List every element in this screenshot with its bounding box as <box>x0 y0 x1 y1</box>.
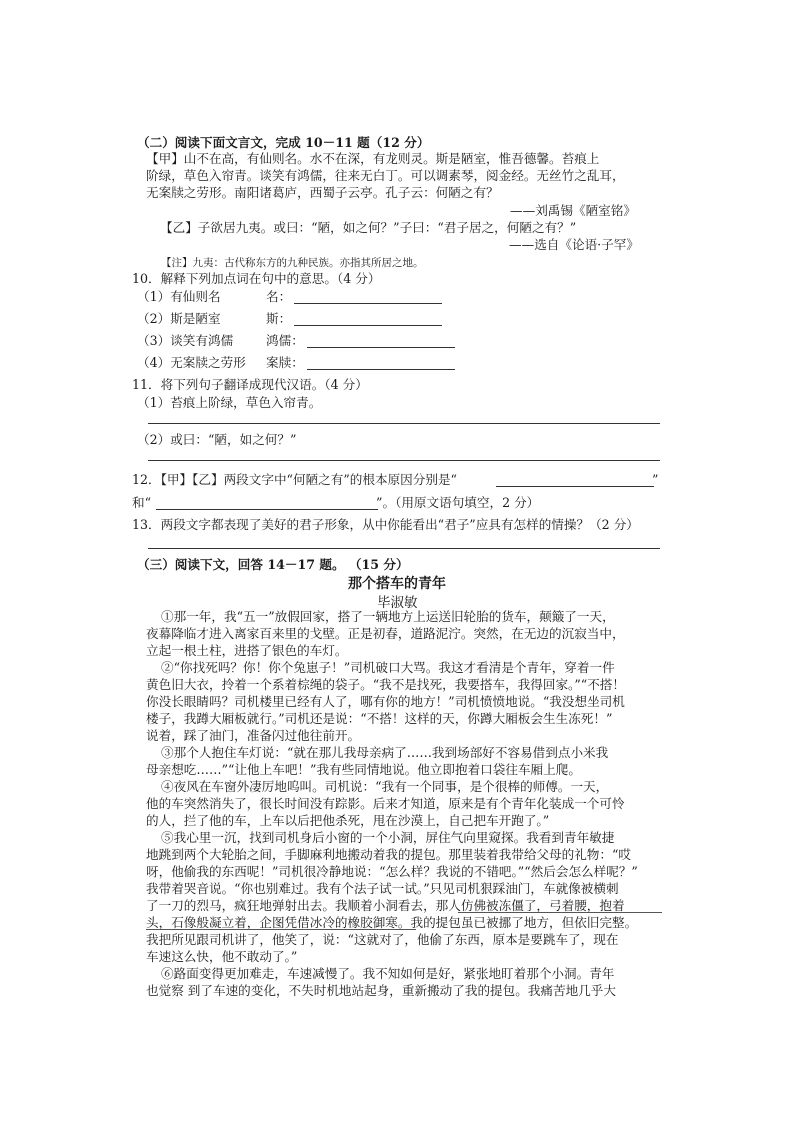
section3-heading: （三）阅读下文，回答 14－17 题。 （15 分） <box>137 557 409 572</box>
question-12-part-a: 12．【甲】【乙】两段文字中“何陋之有”的根本原因分别是“ <box>132 472 457 487</box>
q12-answer-line-2[interactable] <box>156 509 378 510</box>
p4-line-3: 的人，拦了他的车，上车以后把他杀死，甩在沙漠上，自己把车开跑了。” <box>146 813 550 828</box>
p2-line-1: ②“你找死吗？你！你个兔崽子！”司机破口大骂。我这才看清是个青年，穿着一件 <box>161 660 615 675</box>
q10-answer-line-3[interactable] <box>307 347 455 348</box>
p2-line-2: 黄色旧大衣，拎着一个系着棕绳的袋子。“我不是找死，我要搭车，我得回家。”“不搭！ <box>146 677 625 692</box>
p4-line-2: 他的车突然消失了，很长时间没有踪影。后来才知道，原来是有个青年化装成一个可怜 <box>146 796 625 811</box>
p1-line-3: 立起一根土柱，进搭了银色的车灯。 <box>146 643 348 658</box>
jia-line-1: 【甲】山不在高，有仙则名。水不在深，有龙则灵。斯是陋室，惟吾德馨。苔痕上 <box>146 151 600 166</box>
q10-item-1-sentence: （1）有仙则名 <box>137 289 221 304</box>
p1-line-1: ①那一年，我“五一”放假回家，搭了一辆地方上运送旧轮胎的货车，颠簸了一天， <box>161 609 615 624</box>
p5-line-6: 头，石像般凝立着，企图凭借冰冷的橡胶御寒。我的提包虽已被挪了地方，但依旧完整。 <box>146 915 638 930</box>
p2-line-5: 说着，踩了油门，准备闪过他往前开。 <box>146 728 361 743</box>
jia-source: ——刘禹锡《陋室铭》 <box>510 203 636 218</box>
p1-line-2: 夜幕降临才进入离家百来里的戈壁。正是初春，道路泥泞。突然，在无边的沉寂当中， <box>146 626 625 641</box>
q12-answer-line-1[interactable] <box>496 486 654 487</box>
question-10: 10．解释下列加点词在句中的意思。（4 分） <box>132 271 381 286</box>
p5-underline-1 <box>458 912 662 913</box>
p5-line-3: 呀，他偷我的东西呢！”司机很冷静地说：“怎么样？我说的不错吧。”“然后会怎么样呢？” <box>146 864 638 879</box>
question-12-part-b-end: ”。（用原文语句填空，2 分） <box>376 495 540 510</box>
yi-line: 【乙】子欲居九夷。或曰：“陋，如之何？”子曰：“君子居之，何陋之有？” <box>160 220 577 235</box>
q11-sentence-1: （1）苔痕上阶绿，草色入帘青。 <box>137 395 322 410</box>
jia-line-2: 阶绿，草色入帘青。谈笑有鸿儒，往来无白丁。可以调素琴，阅金经。无丝竹之乱耳， <box>146 168 625 183</box>
p6-line-2: 也觉察 到了车速的变化，不失时机地站起身，重新搬动了我的提包。我痛苦地几乎大 <box>146 983 616 998</box>
p3-line-2: 母亲想吃……”“让他上车吧！”我有些同情地说。他立即抱着口袋往车厢上爬。 <box>146 762 581 777</box>
question-11: 11．将下列句子翻译成现代汉语。（4 分） <box>132 377 368 392</box>
yi-source: ——选自《论语·子罕》 <box>509 237 639 252</box>
q10-item-3-word: 鸿儒： <box>266 333 304 348</box>
article-title: 那个搭车的青年 <box>348 576 446 592</box>
p5-line-2: 地跳到两个大轮胎之间，手脚麻利地搬动着我的提包。那里装着我带给父母的礼物：“哎 <box>146 847 632 862</box>
p4-line-1: ④夜风在车窗外凄厉地呜叫。司机说：“我有一个同事，是个很棒的师傅。一天， <box>161 779 609 794</box>
q10-item-2-sentence: （2）斯是陋室 <box>137 311 221 326</box>
q10-answer-line-2[interactable] <box>294 325 442 326</box>
question-13: 13．两段文字都表现了美好的君子形象，从中你能看出“君子”应具有怎样的情操？（2 分） <box>132 517 639 532</box>
question-12-part-b-start: 和“ <box>132 495 152 510</box>
article-author: 毕淑敏 <box>377 595 418 611</box>
p5-line-8: 车速这么快，他不敢动了。” <box>146 949 298 964</box>
q12-part-a-close: ” <box>652 472 659 487</box>
p5-line-4: 我带着哭音说。“你也别难过。我有个法子试一试。”只见司机狠踩油门，车就像被横刺 <box>146 881 619 896</box>
p2-line-4: 楼子，我蹲大厢板就行。”司机还是说：“不搭！这样的天，你蹲大厢板会生生冻死！” <box>146 711 613 726</box>
p5-underline-2 <box>146 929 416 930</box>
q11-sentence-2: （2）或曰：“陋，如之何？” <box>137 432 297 447</box>
p5-line-5: 了一刀的烈马，疯狂地弹射出去。我顺着小洞看去，那人仿佛被冻僵了，弓着腰，抱着 <box>146 898 625 913</box>
q10-item-4-sentence: （4）无案牍之劳形 <box>137 355 246 370</box>
q10-item-1-word: 名： <box>266 289 292 304</box>
p2-line-3: 你没长眼睛吗？司机楼里已经有人了，哪有你的地方！”司机愤愤地说。“我没想坐司机 <box>146 694 625 709</box>
q10-item-3-sentence: （3）谈笑有鸿儒 <box>137 333 234 348</box>
p3-line-1: ③那个人抱住车灯说：“就在那儿我母亲病了……我到场部好不容易借到点小米我 <box>161 745 609 760</box>
p5-line-1: ⑤我心里一沉，找到司机身后小窗的一个小洞，屏住气向里窥探。我看到青年敏捷 <box>161 830 615 845</box>
q10-answer-line-4[interactable] <box>307 369 455 370</box>
section2-heading: （二）阅读下面文言文，完成 10－11 题（12 分） <box>137 135 430 150</box>
q10-item-4-word: 案牍： <box>266 355 304 370</box>
jia-line-3: 无案牍之劳形。南阳诸葛庐，西蜀子云亭。孔子云：何陋之有？ <box>146 185 499 200</box>
q11-answer-line-2[interactable] <box>148 460 660 461</box>
q11-answer-line-1[interactable] <box>148 423 660 424</box>
p5-line-7: 我把所见跟司机讲了，他笑了，说：“这就对了，他偷了东西，原本是要跳车了，现在 <box>146 932 619 947</box>
annotation-note: 【注】九夷：古代称东方的九种民族。亦指其所居之地。 <box>161 257 424 269</box>
q10-item-2-word: 斯： <box>266 311 292 326</box>
p6-line-1: ⑥路面变得更加难走，车速减慢了。我不知如何是好，紧张地盯着那个小洞。青年 <box>161 966 615 981</box>
q13-answer-line[interactable] <box>148 548 660 549</box>
q10-answer-line-1[interactable] <box>294 303 442 304</box>
